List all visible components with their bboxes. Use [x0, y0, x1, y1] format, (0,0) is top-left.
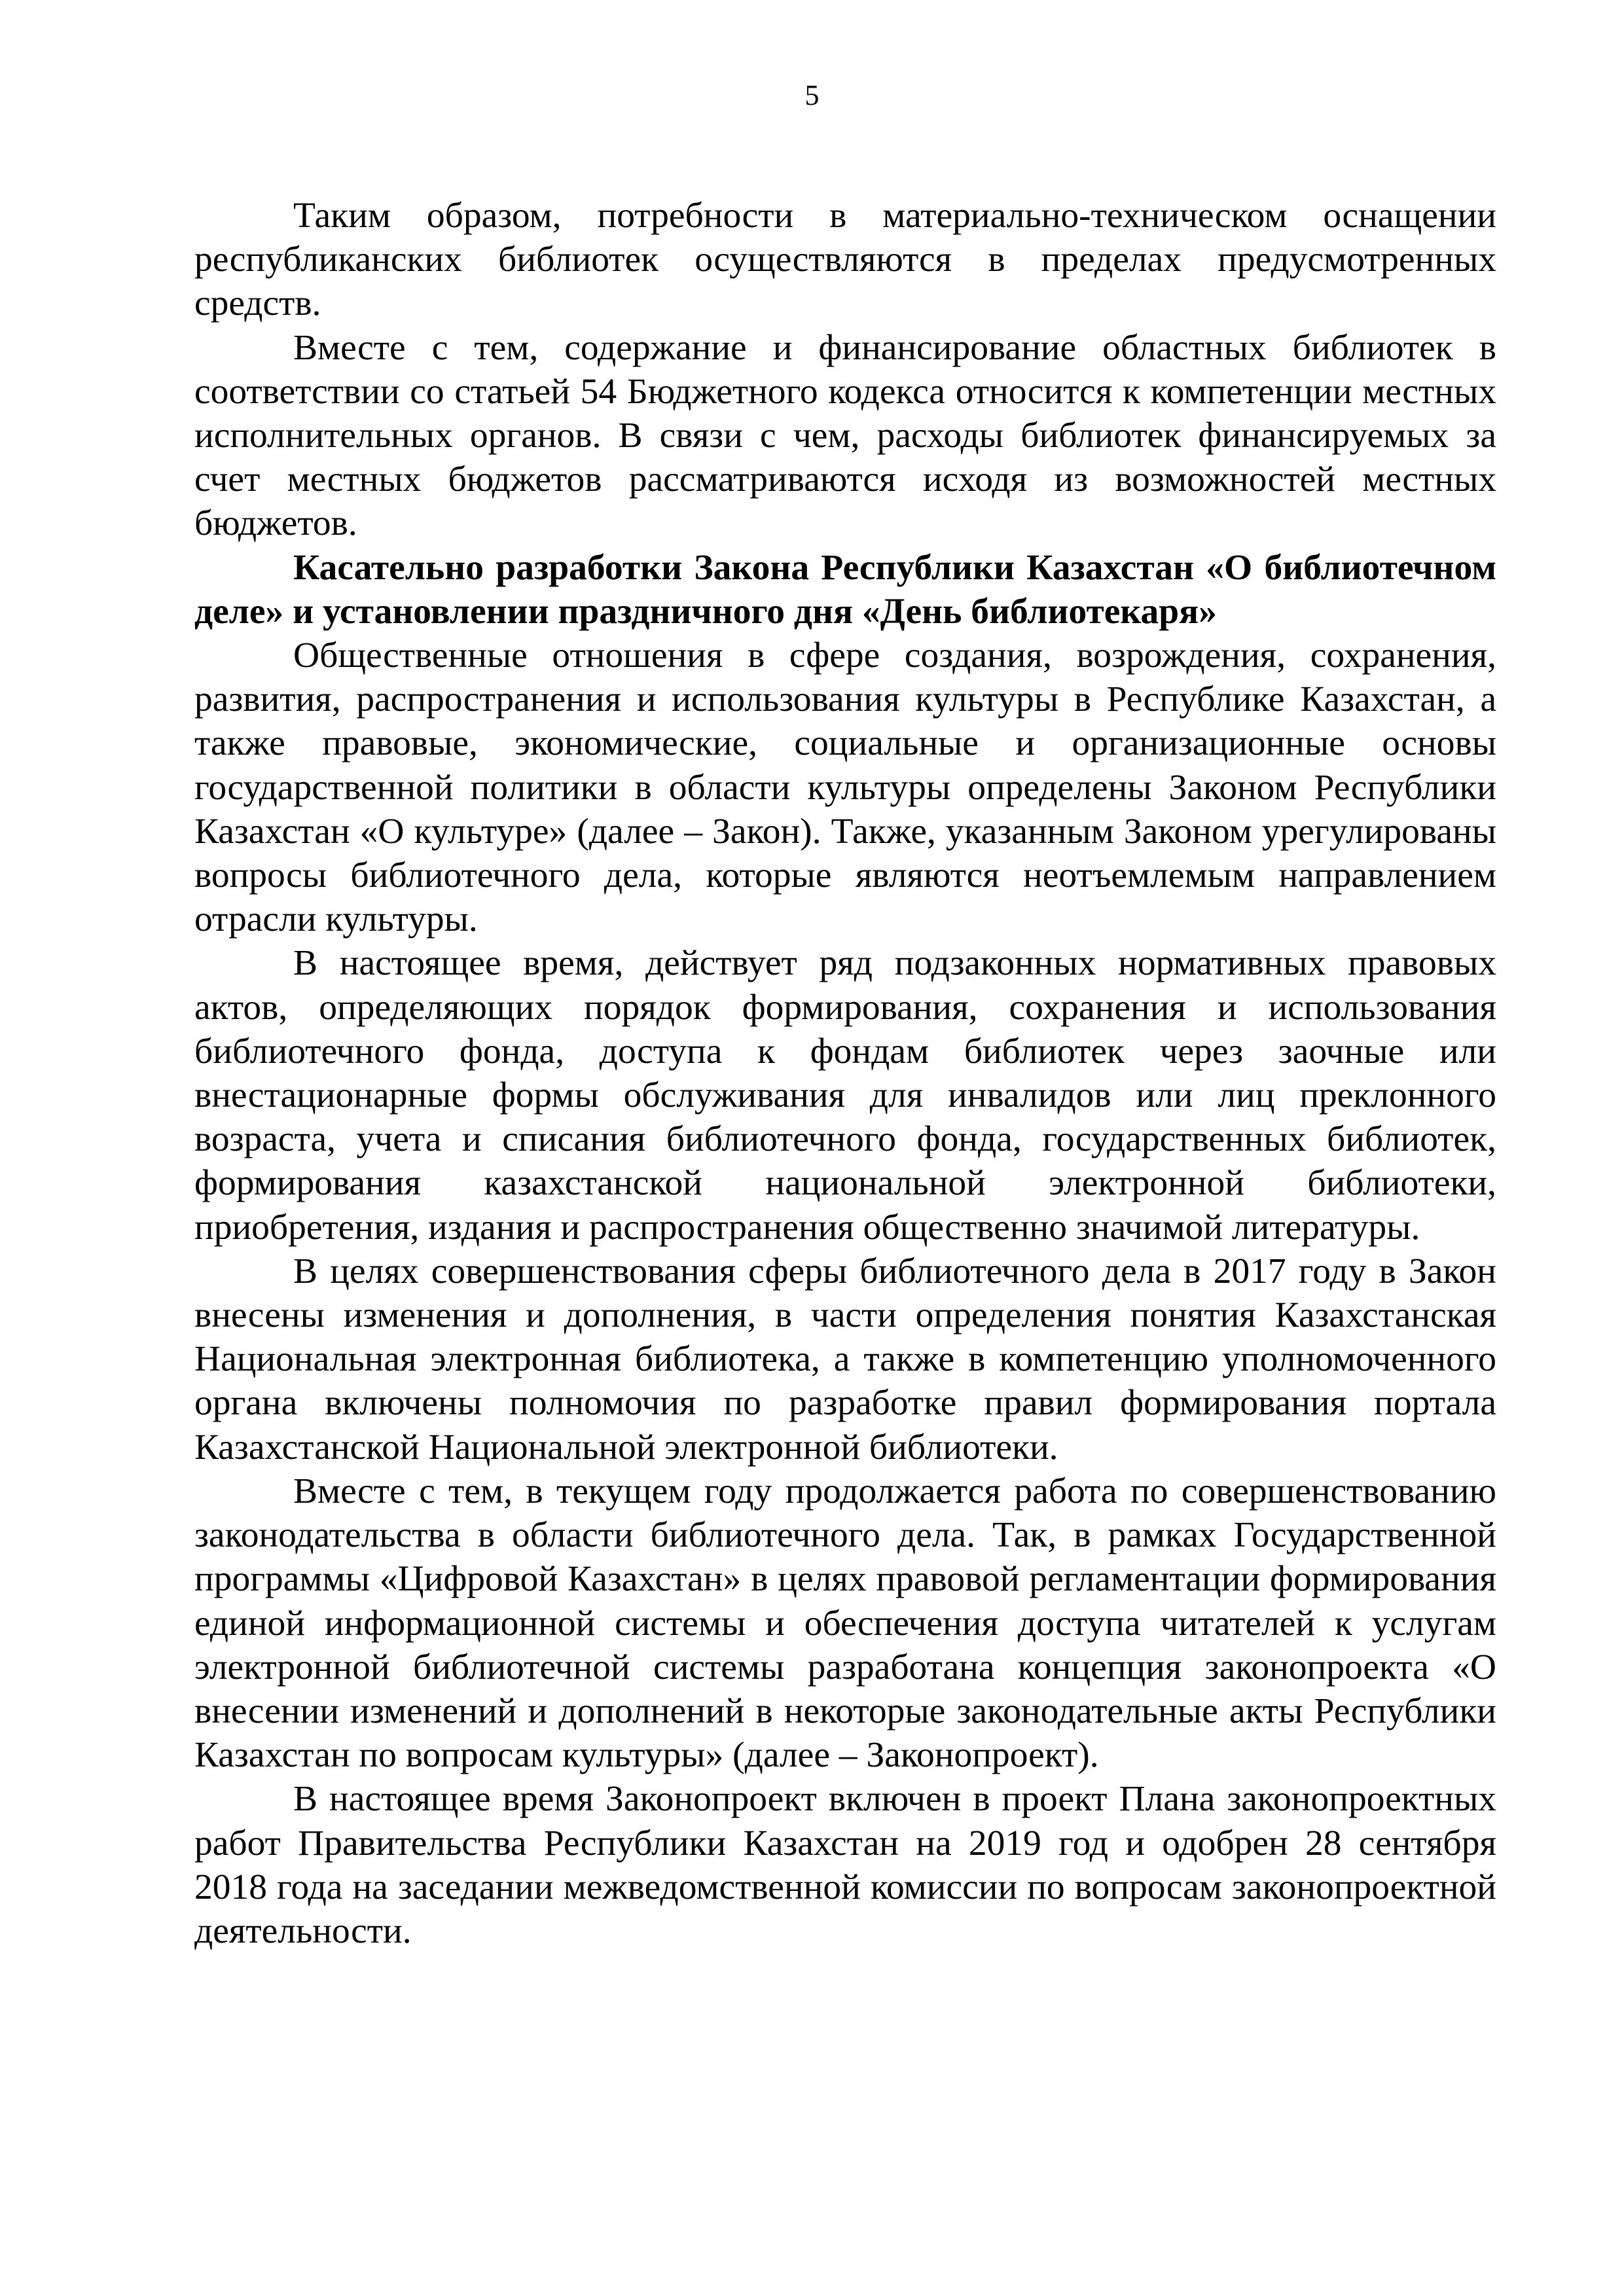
paragraph-regional-libraries-funding: Вместе с тем, содержание и финансирование областных библиотек в соответствии со статьей 54 Бюджетного кодекса относится к компетенции местных исполнительных органов. В связи с чем, расходы библиотек финансируемых за счет местных бюджетов рассматриваются исходя из возможностей местных бюджетов.: [194, 327, 1496, 544]
paragraph-subordinate-acts: В настоящее время, действует ряд подзаконных нормативных правовых актов, определяющих порядок формирования, сохранения и использования библиотечного фонда, доступа к фондам библиотек через заочные или внестационарные формы обслуживания для инвалидов или лиц преклонного возраста, учета и списания библиотечного фонда, государственных библиотек, формирования казахстанской национальной электронной библиотеки, приобретения, издания и распространения общественно значимой литературы.: [194, 943, 1496, 1247]
paragraph-bill-plan: В настоящее время Законопроект включен в проект Плана законопроектных работ Правительства Республики Казахстан на 2019 год и одобрен 28 сентября 2018 года на заседании межведомственной комиссии по вопросам законопроектной деятельности.: [194, 1779, 1496, 1951]
page-number: 5: [804, 79, 820, 111]
document-body: [194, 194, 1496, 1953]
paragraph-2017-amendments: В целях совершенствования сферы библиотечного дела в 2017 году в Закон внесены изменения и дополнения, в части определения понятия Казахстанская Национальная электронная библиотека, а также в компетенцию уполномоченного органа включены полномочия по разработке правил формирования портала Казахстанской Национальной электронной библиотеки.: [194, 1251, 1496, 1467]
paragraph-material-equipment: Таким образом, потребности в материально-техническом оснащении республиканских библиотек осуществляются в пределах предусмотренных средств.: [194, 196, 1496, 324]
paragraph-culture-law: Общественные отношения в сфере создания, возрождения, сохранения, развития, распространения и использования культуры в Республике Казахстан, а также правовые, экономические, социальные и организационные основы государственной политики в области культуры определены Законом Республики Казахстан «О культуре» (далее – Закон). Также, указанным Законом урегулированы вопросы библиотечного дела, которые являются неотъемлемым направлением отрасли культуры.: [194, 636, 1496, 940]
section-heading-library-law: Касательно разработки Закона Республики Казахстан «О библиотечном деле» и установлении праздничного дня «День библиотекаря»: [194, 547, 1496, 632]
paragraph-legislation-improvement: Вместе с тем, в текущем году продолжается работа по совершенствованию законодательства в области библиотечного дела. Так, в рамках Государственной программы «Цифровой Казахстан» в целях правовой регламентации формирования единой информационной системы и обеспечения доступа читателей к услугам электронной библиотечной системы разработана концепция законопроекта «О внесении изменений и дополнений в некоторые законодательные акты Республики Казахстан по вопросам культуры» (далее – Законопроект).: [194, 1471, 1496, 1776]
